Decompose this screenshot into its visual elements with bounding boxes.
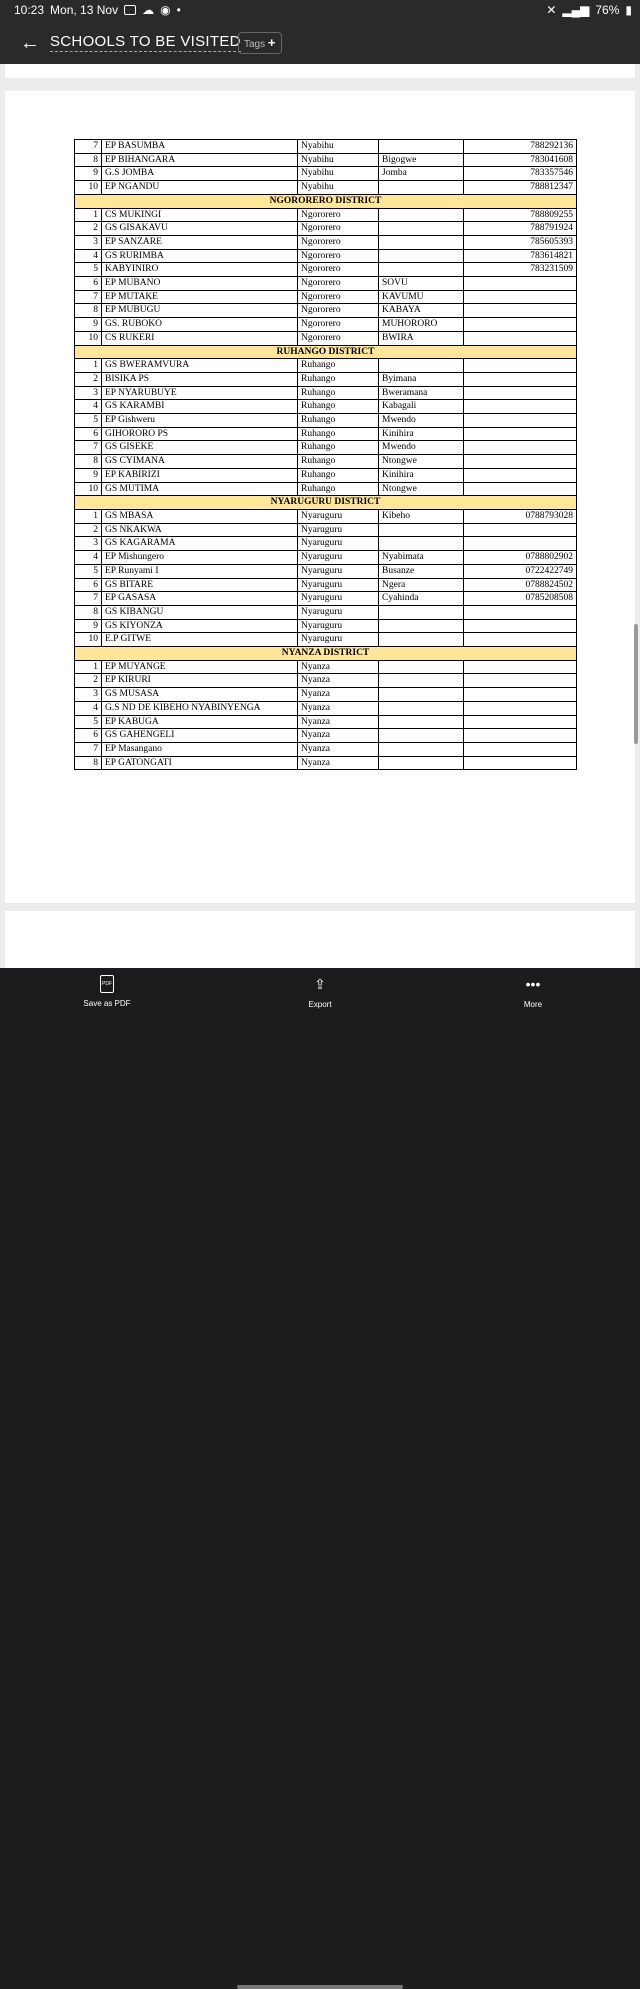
back-arrow-icon[interactable]: ← <box>20 32 40 54</box>
school-name: G.S ND DE KIBEHO NYABINYENGA <box>102 701 298 715</box>
table-row <box>75 400 577 414</box>
school-name: GS MBASA <box>102 509 298 523</box>
phone-cell <box>464 605 577 619</box>
district-cell: Ruhango <box>298 427 379 441</box>
sector-cell <box>379 756 464 770</box>
school-name: CS MUKINGI <box>102 208 298 222</box>
sector-cell: KAVUMU <box>379 290 464 304</box>
sector-cell: Cyahinda <box>379 592 464 606</box>
district-cell: Ngororero <box>298 331 379 345</box>
table-row <box>75 386 577 400</box>
export-label: Export <box>308 1000 332 1009</box>
sector-cell <box>379 605 464 619</box>
district-header-row <box>75 194 577 208</box>
district-cell: Nyanza <box>298 674 379 688</box>
sector-cell: Kinihira <box>379 427 464 441</box>
phone-cell <box>464 729 577 743</box>
school-name: EP NGANDU <box>102 181 298 195</box>
bottom-toolbar <box>0 968 640 1024</box>
tags-label: Tags <box>244 39 266 50</box>
table-row <box>75 153 577 167</box>
row-number: 4 <box>75 400 102 414</box>
phone-cell <box>464 427 577 441</box>
row-number: 10 <box>75 181 102 195</box>
district-cell: Ruhango <box>298 441 379 455</box>
save-as-pdf-button[interactable] <box>62 974 152 1008</box>
sector-cell: Ntongwe <box>379 455 464 469</box>
district-cell: Nyanza <box>298 756 379 770</box>
table-row <box>75 564 577 578</box>
school-name: EP Mishungero <box>102 551 298 565</box>
table-row <box>75 756 577 770</box>
table-row <box>75 578 577 592</box>
row-number: 10 <box>75 482 102 496</box>
district-cell: Nyanza <box>298 701 379 715</box>
school-name: EP MUTAKE <box>102 290 298 304</box>
table-row <box>75 427 577 441</box>
row-number: 9 <box>75 468 102 482</box>
phone-cell <box>464 318 577 332</box>
district-cell: Nyaruguru <box>298 633 379 647</box>
district-cell: Nyanza <box>298 688 379 702</box>
sector-cell <box>379 660 464 674</box>
row-number: 9 <box>75 167 102 181</box>
table-row <box>75 688 577 702</box>
scrollbar[interactable] <box>634 624 638 744</box>
phone-cell <box>464 756 577 770</box>
phone-cell: 0722422749 <box>464 564 577 578</box>
sector-cell <box>379 619 464 633</box>
district-cell: Nyabihu <box>298 167 379 181</box>
table-row <box>75 551 577 565</box>
school-name: EP MUBUGU <box>102 304 298 318</box>
date: Mon, 13 Nov <box>50 3 119 17</box>
row-number: 6 <box>75 578 102 592</box>
school-name: G.S JOMBA <box>102 167 298 181</box>
district-name: RUHANGO DISTRICT <box>75 345 577 359</box>
row-number: 9 <box>75 619 102 633</box>
gallery-icon <box>124 5 136 15</box>
district-cell: Nyaruguru <box>298 592 379 606</box>
school-name: GS KAGARAMA <box>102 537 298 551</box>
phone-cell: 783614821 <box>464 249 577 263</box>
row-number: 3 <box>75 386 102 400</box>
share-icon: ⇪ <box>314 976 326 992</box>
row-number: 3 <box>75 537 102 551</box>
row-number: 4 <box>75 249 102 263</box>
district-cell: Nyaruguru <box>298 619 379 633</box>
district-cell: Ruhango <box>298 359 379 373</box>
table-row <box>75 359 577 373</box>
sector-cell <box>379 688 464 702</box>
school-name: EP MUYANGE <box>102 660 298 674</box>
district-cell: Nyaruguru <box>298 564 379 578</box>
phone-cell: 0785208508 <box>464 592 577 606</box>
sector-cell <box>379 140 464 154</box>
sector-cell: Busanze <box>379 564 464 578</box>
table-row <box>75 290 577 304</box>
sector-cell: BWIRA <box>379 331 464 345</box>
school-name: GS GISEKE <box>102 441 298 455</box>
battery-level: 76% <box>595 3 620 17</box>
district-cell: Nyabihu <box>298 153 379 167</box>
table-row <box>75 277 577 291</box>
table-row <box>75 660 577 674</box>
phone-cell <box>464 619 577 633</box>
school-name: CS RUKERI <box>102 331 298 345</box>
sector-cell: KABAYA <box>379 304 464 318</box>
sector-cell <box>379 222 464 236</box>
signal-icon: ▂▄▆ <box>562 3 590 17</box>
table-row <box>75 674 577 688</box>
district-cell: Ngororero <box>298 304 379 318</box>
table-row <box>75 482 577 496</box>
row-number: 3 <box>75 235 102 249</box>
table-row <box>75 742 577 756</box>
row-number: 1 <box>75 359 102 373</box>
next-page <box>5 911 635 968</box>
sector-cell: SOVU <box>379 277 464 291</box>
battery-icon: ▮ <box>625 3 632 17</box>
clock: 10:23 <box>14 3 45 17</box>
sector-cell <box>379 729 464 743</box>
sector-cell: Byimana <box>379 372 464 386</box>
district-cell: Ruhango <box>298 482 379 496</box>
sector-cell: Kabagali <box>379 400 464 414</box>
district-cell: Nyanza <box>298 715 379 729</box>
row-number: 10 <box>75 633 102 647</box>
phone-cell <box>464 482 577 496</box>
row-number: 7 <box>75 592 102 606</box>
table-row <box>75 441 577 455</box>
table-row <box>75 331 577 345</box>
sector-cell: Jomba <box>379 167 464 181</box>
table-row <box>75 509 577 523</box>
phone-cell <box>464 414 577 428</box>
phone-cell <box>464 701 577 715</box>
school-name: GS KARAMBI <box>102 400 298 414</box>
phone-cell <box>464 715 577 729</box>
row-number: 5 <box>75 263 102 277</box>
district-cell: Ngororero <box>298 222 379 236</box>
phone-cell: 783231509 <box>464 263 577 277</box>
sector-cell: Ntongwe <box>379 482 464 496</box>
district-header-row <box>75 496 577 510</box>
district-cell: Ngororero <box>298 318 379 332</box>
sector-cell <box>379 674 464 688</box>
row-number: 7 <box>75 441 102 455</box>
row-number: 6 <box>75 427 102 441</box>
school-name: EP Runyami I <box>102 564 298 578</box>
sector-cell <box>379 249 464 263</box>
district-cell: Nyaruguru <box>298 551 379 565</box>
phone-cell <box>464 688 577 702</box>
school-name: EP KABUGA <box>102 715 298 729</box>
phone-cell <box>464 372 577 386</box>
district-cell: Ruhango <box>298 400 379 414</box>
district-cell: Nyaruguru <box>298 523 379 537</box>
sector-cell <box>379 701 464 715</box>
district-cell: Nyabihu <box>298 181 379 195</box>
district-cell: Ngororero <box>298 235 379 249</box>
school-name: E.P GITWE <box>102 633 298 647</box>
school-name: GS KIBANGU <box>102 605 298 619</box>
gesture-handle[interactable] <box>237 1985 403 1989</box>
phone-cell: 783041608 <box>464 153 577 167</box>
sector-cell: Bweramana <box>379 386 464 400</box>
sync-icon: ◉ <box>160 3 171 17</box>
sector-cell <box>379 742 464 756</box>
school-name: EP Masangano <box>102 742 298 756</box>
phone-cell <box>464 455 577 469</box>
app-bar <box>0 22 640 64</box>
sector-cell: Mwendo <box>379 414 464 428</box>
phone-cell: 0788824502 <box>464 578 577 592</box>
school-name: EP BIHANGARA <box>102 153 298 167</box>
table-row <box>75 181 577 195</box>
district-cell: Nyanza <box>298 660 379 674</box>
row-number: 5 <box>75 414 102 428</box>
district-cell: Nyanza <box>298 729 379 743</box>
row-number: 2 <box>75 372 102 386</box>
phone-cell <box>464 304 577 318</box>
school-name: GS BWERAMVURA <box>102 359 298 373</box>
more-label: More <box>523 1000 543 1009</box>
table-row <box>75 235 577 249</box>
row-number: 5 <box>75 715 102 729</box>
school-name: GS. RUBOKO <box>102 318 298 332</box>
phone-cell <box>464 331 577 345</box>
phone-cell <box>464 523 577 537</box>
sector-cell: Nyabimata <box>379 551 464 565</box>
school-name: EP SANZARE <box>102 235 298 249</box>
school-name: GS GISAKAVU <box>102 222 298 236</box>
district-cell: Ngororero <box>298 249 379 263</box>
row-number: 5 <box>75 564 102 578</box>
school-name: BISIKA PS <box>102 372 298 386</box>
district-cell: Nyaruguru <box>298 605 379 619</box>
district-cell: Nyaruguru <box>298 578 379 592</box>
table-row <box>75 537 577 551</box>
row-number: 7 <box>75 290 102 304</box>
tags-button[interactable] <box>238 32 282 54</box>
row-number: 2 <box>75 674 102 688</box>
phone-cell <box>464 468 577 482</box>
status-bar <box>0 0 640 22</box>
sector-cell <box>379 715 464 729</box>
school-name: GS RURIMBA <box>102 249 298 263</box>
phone-cell <box>464 660 577 674</box>
school-name: GS NKAKWA <box>102 523 298 537</box>
sector-cell: Bigogwe <box>379 153 464 167</box>
row-number: 4 <box>75 701 102 715</box>
district-name: NGORORERO DISTRICT <box>75 194 577 208</box>
save-as-pdf-label: Save as PDF <box>83 999 131 1008</box>
school-name: EP KIRURI <box>102 674 298 688</box>
school-name: EP BASUMBA <box>102 140 298 154</box>
sector-cell: MUHORORO <box>379 318 464 332</box>
row-number: 10 <box>75 331 102 345</box>
sector-cell <box>379 181 464 195</box>
school-name: GS GAHENGELI <box>102 729 298 743</box>
table-row <box>75 140 577 154</box>
table-row <box>75 605 577 619</box>
row-number: 3 <box>75 688 102 702</box>
table-row <box>75 263 577 277</box>
sector-cell <box>379 523 464 537</box>
table-row <box>75 592 577 606</box>
table-row <box>75 208 577 222</box>
phone-cell: 783357546 <box>464 167 577 181</box>
sector-cell: Mwendo <box>379 441 464 455</box>
phone-cell <box>464 441 577 455</box>
school-name: GS MUSASA <box>102 688 298 702</box>
phone-cell: 785605393 <box>464 235 577 249</box>
phone-cell <box>464 386 577 400</box>
schools-table <box>74 139 577 770</box>
district-cell: Nyanza <box>298 742 379 756</box>
table-row <box>75 729 577 743</box>
row-number: 7 <box>75 742 102 756</box>
sector-cell: Kinihira <box>379 468 464 482</box>
district-cell: Ngororero <box>298 277 379 291</box>
phone-cell: 0788793028 <box>464 509 577 523</box>
school-name: GIHORORO PS <box>102 427 298 441</box>
district-header-row <box>75 647 577 661</box>
table-row <box>75 318 577 332</box>
row-number: 1 <box>75 509 102 523</box>
row-number: 6 <box>75 277 102 291</box>
row-number: 1 <box>75 208 102 222</box>
export-button[interactable] <box>275 974 365 1009</box>
sector-cell <box>379 633 464 647</box>
table-row <box>75 715 577 729</box>
row-number: 8 <box>75 455 102 469</box>
table-row <box>75 414 577 428</box>
district-cell: Ruhango <box>298 455 379 469</box>
school-name: EP MUBANO <box>102 277 298 291</box>
district-cell: Nyaruguru <box>298 509 379 523</box>
school-name: EP NYARUBUYE <box>102 386 298 400</box>
row-number: 1 <box>75 660 102 674</box>
table-row <box>75 222 577 236</box>
table-row <box>75 523 577 537</box>
row-number: 8 <box>75 304 102 318</box>
row-number: 2 <box>75 523 102 537</box>
row-number: 9 <box>75 318 102 332</box>
table-row <box>75 701 577 715</box>
school-name: EP GATONGATI <box>102 756 298 770</box>
table-row <box>75 633 577 647</box>
school-name: EP KABIRIZI <box>102 468 298 482</box>
school-name: KABYINIRO <box>102 263 298 277</box>
school-name: GS MUTIMA <box>102 482 298 496</box>
district-name: NYARUGURU DISTRICT <box>75 496 577 510</box>
table-row <box>75 372 577 386</box>
phone-cell <box>464 674 577 688</box>
phone-cell: 788812347 <box>464 181 577 195</box>
document-canvas[interactable] <box>0 64 640 968</box>
table-row <box>75 468 577 482</box>
sector-cell <box>379 263 464 277</box>
phone-cell <box>464 359 577 373</box>
phone-cell <box>464 277 577 291</box>
school-name: GS BITARE <box>102 578 298 592</box>
phone-cell: 788292136 <box>464 140 577 154</box>
district-cell: Ruhango <box>298 372 379 386</box>
more-dots-icon: ••• <box>525 976 541 992</box>
phone-cell <box>464 537 577 551</box>
phone-cell: 0788802902 <box>464 551 577 565</box>
row-number: 8 <box>75 605 102 619</box>
school-name: GS KIYONZA <box>102 619 298 633</box>
school-name: EP GASASA <box>102 592 298 606</box>
more-button[interactable] <box>488 974 578 1009</box>
table-row <box>75 455 577 469</box>
school-name: GS CYIMANA <box>102 455 298 469</box>
previous-page <box>5 64 635 78</box>
row-number: 2 <box>75 222 102 236</box>
row-number: 6 <box>75 729 102 743</box>
row-number: 8 <box>75 756 102 770</box>
phone-cell <box>464 290 577 304</box>
table-row <box>75 619 577 633</box>
sector-cell <box>379 235 464 249</box>
row-number: 4 <box>75 551 102 565</box>
district-cell: Nyaruguru <box>298 537 379 551</box>
sector-cell <box>379 537 464 551</box>
phone-cell <box>464 633 577 647</box>
plus-icon: + <box>267 35 276 50</box>
sector-cell <box>379 208 464 222</box>
district-name: NYANZA DISTRICT <box>75 647 577 661</box>
cloud-icon: ☁ <box>142 3 155 17</box>
phone-cell <box>464 742 577 756</box>
notification-dot: • <box>176 3 181 17</box>
sector-cell: Ngera <box>379 578 464 592</box>
pdf-icon: PDF <box>100 975 114 993</box>
district-cell: Ngororero <box>298 208 379 222</box>
district-header-row <box>75 345 577 359</box>
district-cell: Ngororero <box>298 263 379 277</box>
mute-icon: ✕ <box>546 3 557 17</box>
district-cell: Ruhango <box>298 414 379 428</box>
school-name: EP Gishweru <box>102 414 298 428</box>
note-title[interactable]: SCHOOLS TO BE VISITED <box>50 33 241 50</box>
district-cell: Ngororero <box>298 290 379 304</box>
phone-cell: 788791924 <box>464 222 577 236</box>
row-number: 8 <box>75 153 102 167</box>
table-row <box>75 167 577 181</box>
sector-cell: Kibeho <box>379 509 464 523</box>
phone-cell: 788809255 <box>464 208 577 222</box>
district-cell: Ruhango <box>298 386 379 400</box>
table-row <box>75 249 577 263</box>
sector-cell <box>379 359 464 373</box>
row-number: 7 <box>75 140 102 154</box>
table-row <box>75 304 577 318</box>
district-cell: Nyabihu <box>298 140 379 154</box>
phone-cell <box>464 400 577 414</box>
district-cell: Ruhango <box>298 468 379 482</box>
